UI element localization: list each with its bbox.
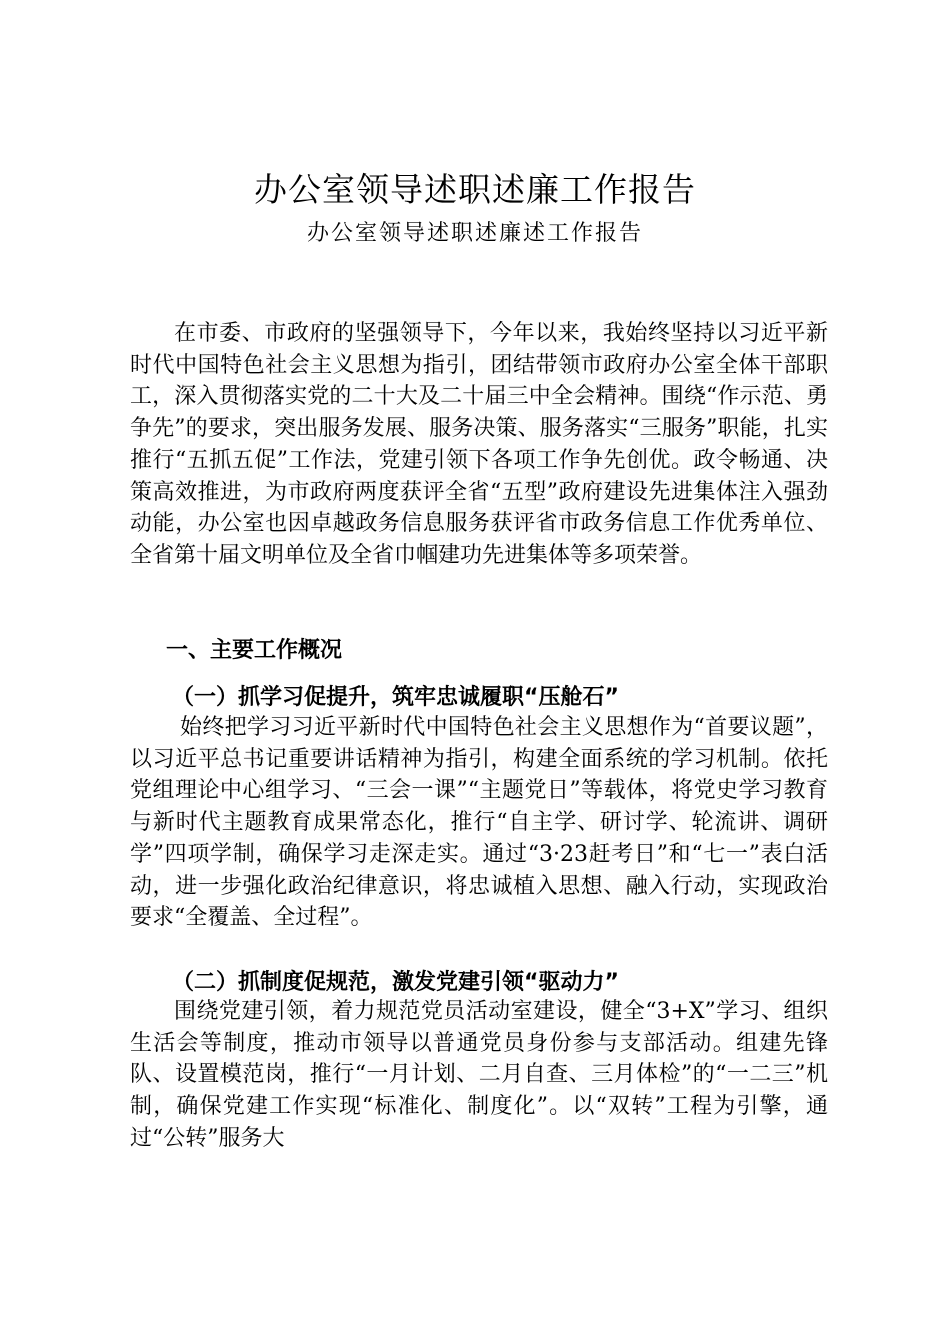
- section-heading-main-work: 一、主要工作概况: [166, 638, 343, 663]
- document-subtitle: 办公室领导述职述廉述工作报告: [306, 221, 643, 246]
- document-title: 办公室领导述职述廉工作报告: [254, 170, 696, 209]
- subsection-body-study: 始终把学习习近平新时代中国特色社会主义思想作为“首要议题”，以习近平总书记重要讲话精神为指引，构建全面系统的学习机制。依托党组理论中心组学习、“三会一课”“主题党日”等载体，将党史学习教育与新时代主题教育成果常态化，推行“自主学、研讨学、轮流讲、调研学”四项学制，确保学习走深走实。通过“3·23赶考日”和“七一”表白活动，进一步强化政治纪律意识，将忠诚植入思想、融入行动，实现政治要求“全覆盖、全过程”。: [130, 715, 828, 931]
- subsection-heading-system: （二）抓制度促规范，激发党建引领“驱动力”: [172, 970, 619, 995]
- intro-paragraph: 在市委、市政府的坚强领导下，今年以来，我始终坚持以习近平新时代中国特色社会主义思想为指引，团结带领市政府办公室全体干部职工，深入贯彻落实党的二十大及二十届三中全会精神。围绕“作示范、勇争先”的要求，突出服务发展、服务决策、服务落实“三服务”职能，扎实推行“五抓五促”工作法，党建引领下各项工作争先创优。政令畅通、决策高效推进，为市政府两度获评全省“五型”政府建设先进集体注入强劲动能，办公室也因卓越政务信息服务获评省市政务信息工作优秀单位、全省第十届文明单位及全省巾帼建功先进集体等多项荣誉。: [130, 321, 828, 568]
- subsection-body-system: 围绕党建引领，着力规范党员活动室建设，健全“3+X”学习、组织生活会等制度，推动市领导以普通党员身份参与支部活动。组建先锋队、设置模范岗，推行“一月计划、二月自查、三月体检”的“一二三”机制，确保党建工作实现“标准化、制度化”。以“双转”工程为引擎，通过“公转”服务大: [130, 999, 828, 1151]
- subsection-heading-study: （一）抓学习促提升，筑牢忠诚履职“压舱石”: [172, 685, 619, 710]
